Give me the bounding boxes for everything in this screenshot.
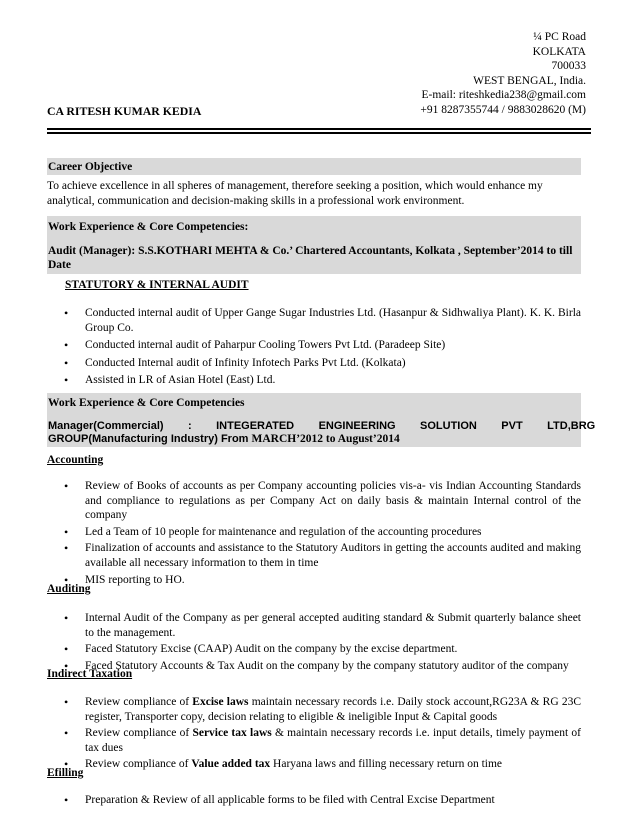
audit-manager-role: Audit (Manager): S.S.KOTHARI MEHTA & Co.’ Chartered Accountants, Kolkata , September’2014 to till Date: [47, 238, 581, 274]
indirect-taxation-heading: Indirect Taxation: [47, 668, 133, 680]
auditing-heading: Auditing: [47, 583, 91, 595]
career-objective-text: To achieve excellence in all spheres of management, therefore seeking a position, which would enhance my analytical, communication and decision-making skills in a professional work environment.: [47, 180, 543, 207]
list-item: • Preparation & Review of all applicable forms to be filed with Central Excise Department: [47, 793, 581, 808]
text: maintain necessary records i.e. Daily stock account,RG23A & RG 23C register, Transporter copy, decision relating to eligible & ineligible Input & Capital goods: [85, 696, 581, 723]
value-added-tax: Value added tax: [191, 758, 271, 771]
list-item: • Led a Team of 10 people for maintenance and regulation of the accounting procedures: [47, 525, 581, 540]
role-line-1: Manager(Commercial) : INTEGERATED ENGINEERING SOLUTION PVT LTD,BRG: [48, 420, 596, 432]
phone: +91 8287355744 / 9883028620 (M): [420, 103, 586, 116]
role-company-group: GROUP(Manufacturing Industry) From: [48, 433, 252, 445]
career-objective-section: [47, 158, 581, 208]
address-city: KOLKATA: [532, 45, 586, 58]
address-line: ¼ PC Road: [533, 31, 586, 43]
work-experience-heading: Work Experience & Core Competencies:: [47, 216, 581, 238]
work-experience-manager-section: [47, 393, 596, 447]
excise-laws: Excise laws: [192, 696, 249, 708]
divider-line-thin: [47, 132, 591, 134]
list-item: • Finalization of accounts and assistance to the Statutory Auditors in getting the accounts audited and making available all necessary information to them in time: [47, 541, 581, 570]
list-item: • Review of Books of accounts as per Company accounting policies vis-a- vis Indian Accounting Standards and compliance to regulations as per Company Act on daily basis & maintain Internal control of the company: [47, 479, 581, 523]
work-experience-audit-section: [47, 216, 581, 388]
list-item: • Internal Audit of the Company as per general accepted auditing standard & Submit quarterly balance sheet to the management.: [47, 611, 581, 640]
address-pincode: 700033: [551, 60, 586, 73]
role-line-2: [48, 433, 579, 446]
role-period: MARCH’2012 to August’2014: [251, 433, 400, 445]
indirect-taxation-bullets: [47, 695, 581, 772]
email: E-mail: riteshkedia238@gmail.com: [421, 89, 586, 102]
accounting-heading: Accounting: [47, 454, 104, 466]
list-item: • Assisted in LR of Asian Hotel (East) Ltd.: [47, 373, 581, 388]
text: Haryana laws and filling necessary return on time: [270, 758, 503, 771]
auditing-section: [47, 582, 581, 673]
list-item: [47, 695, 581, 724]
contact-address: [420, 30, 586, 118]
text: Review compliance of: [85, 727, 193, 740]
service-tax-laws: Service tax laws: [192, 727, 272, 740]
efilling-section: [47, 766, 581, 808]
text: Review compliance of: [85, 696, 193, 708]
candidate-name: CA RITESH KUMAR KEDIA: [47, 104, 202, 118]
text: Review compliance of: [85, 758, 192, 771]
list-item: • Conducted internal audit of Upper Gange Sugar Industries Ltd. (Hasanpur & Sidhwaliya Plant). K. K. Birla Group Co.: [47, 306, 581, 335]
list-item: • MIS reporting to HO.: [47, 573, 581, 588]
list-item: • Faced Statutory Excise (CAAP) Audit on the company by the excise department.: [47, 642, 581, 657]
list-item: • Conducted internal audit of Paharpur Cooling Towers Pvt Ltd. (Paradeep Site): [47, 338, 581, 353]
statutory-internal-audit-heading: STATUTORY & INTERNAL AUDIT: [65, 279, 249, 291]
career-objective-heading: Career Objective: [47, 158, 581, 175]
work-experience-heading-2: Work Experience & Core Competencies: [47, 393, 581, 414]
list-item: • Faced Statutory Accounts & Tax Audit on the company by the company statutory auditor of the company: [47, 659, 581, 674]
efilling-heading: Efilling: [47, 767, 84, 779]
list-item: • Conducted Internal audit of Infinity Infotech Parks Pvt Ltd. (Kolkata): [47, 356, 581, 371]
auditing-bullets: [47, 611, 581, 673]
accounting-bullets: [47, 479, 581, 587]
audit-bullets: [47, 306, 581, 388]
text: & maintain necessary records i.e. input details, timely payment of tax dues: [85, 727, 581, 754]
divider-line: [47, 128, 591, 130]
commercial-manager-role: [47, 414, 596, 447]
address-state: WEST BENGAL, India.: [473, 74, 586, 87]
indirect-taxation-section: [47, 667, 581, 772]
efilling-bullets: [47, 793, 581, 808]
accounting-section: [47, 453, 581, 587]
list-item: [47, 726, 581, 755]
